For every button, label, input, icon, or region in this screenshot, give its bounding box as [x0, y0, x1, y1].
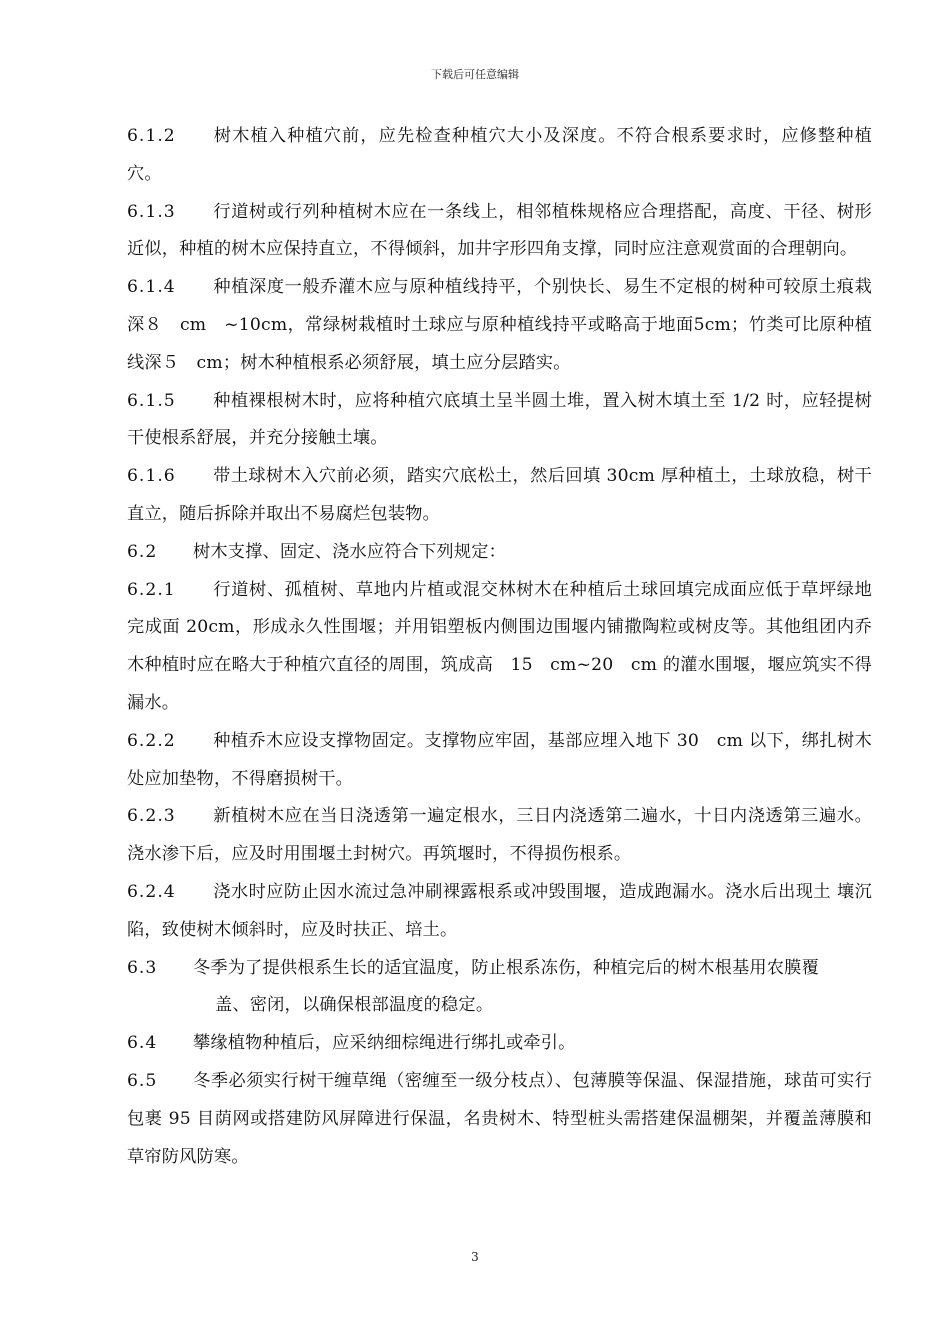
paragraph-text-continued: 盖、密闭，以确保根部温度的稳定。 [215, 995, 494, 1016]
paragraph-6-1-2 [127, 118, 872, 194]
section-number: 6.2.2 [127, 730, 176, 751]
paragraph-text: 种植乔木应设支撑物固定。支撑物应牢固，基部应埋入地下 30 cm 以下，绑扎树木处应加垫物，不得磨损树干。 [127, 730, 872, 789]
paragraph-text: 冬季为了提供根系生长的适宜温度，防止根系冻伤，种植完后的树木根基用农膜覆 [193, 957, 819, 978]
paragraph-text: 种植裸根树木时，应将种植穴底填土呈半圆土堆，置入树木填土至 1/2 时，应轻提树干使根系舒展，并充分接触土壤。 [127, 390, 872, 449]
section-number: 6.2.4 [127, 881, 176, 902]
section-number: 6.1.3 [127, 201, 176, 222]
paragraph-text: 浇水时应防止因水流过急冲刷裸露根系或冲毁围堰，造成跑漏水。浇水后出现土 壤沉陷，致使树木倾斜时，应及时扶正、培土。 [127, 881, 872, 940]
section-number: 6.4 [127, 1033, 158, 1054]
paragraph-text: 带土球树木入穴前必须，踏实穴底松土，然后回填 30cm 厚种植土，土球放稳，树干直立，随后拆除并取出不易腐烂包装物。 [127, 466, 872, 524]
document-body [127, 118, 872, 1176]
section-number: 6.2.1 [127, 579, 176, 600]
paragraph-6-1-6 [127, 458, 872, 534]
paragraph-6-2-2 [127, 723, 872, 799]
page-header: 下载后可任意编辑 [431, 68, 519, 81]
section-number: 6.1.5 [127, 390, 176, 411]
section-number: 6.1.6 [127, 466, 176, 487]
paragraph-6-1-3 [127, 194, 872, 270]
paragraph-text: 行道树、孤植树、草地内片植或混交林树木在种植后土球回填完成面应低于草坪绿地完成面 20cm，形成永久性围堰；并用铝塑板内侧围边围堰内铺撒陶粒或树皮等。其他组团内乔木种植时应在略大于种植穴直径的周围，筑成高 15 cm~20 cm 的灌水围堰，堰应筑实不得漏水。 [127, 579, 872, 713]
section-number: 6.1.4 [127, 277, 176, 298]
section-number: 6.1.2 [127, 126, 176, 146]
paragraph-text: 树木支撑、固定、浇水应符合下列规定： [193, 541, 506, 562]
paragraph-6-2-4 [127, 874, 872, 950]
paragraph-6-5 [127, 1063, 872, 1176]
paragraph-6-2-3 [127, 798, 872, 874]
paragraph-text: 种植深度一般乔灌木应与原种植线持平，个别快长、易生不定根的树种可较原土痕栽深８ cm ~10cm，常绿树栽植时土球应与原种植线持平或略高于地面5cm；竹类可比原种植线深５ cm；树木种植根系必须舒展，填土应分层踏实。 [127, 277, 872, 373]
section-number: 6.2 [127, 541, 158, 562]
section-number: 6.5 [127, 1070, 158, 1091]
paragraph-6-4 [127, 1025, 872, 1063]
paragraph-text: 新植树木应在当日浇透第一遍定根水，三日内浇透第二遍水，十日内浇透第三遍水。浇水渗下后，应及时用围堰土封树穴。再筑堰时，不得损伤根系。 [127, 806, 872, 865]
paragraph-text: 冬季必须实行树干缠草绳（密缠至一级分枝点）、包薄膜等保温、保湿措施，球苗可实行包裹 95 目荫网或搭建防风屏障进行保温，名贵树木、特型桩头需搭建保温棚架，并覆盖薄膜和草帘防风防寒。 [127, 1070, 872, 1167]
paragraph-6-1-5 [127, 383, 872, 459]
paragraph-6-2 [127, 534, 872, 572]
section-number: 6.3 [127, 957, 158, 978]
paragraph-text: 行道树或行列种植树木应在一条线上，相邻植株规格应合理搭配，高度、干径、树形近似，种植的树木应保持直立，不得倾斜，加井字形四角支撑，同时应注意观赏面的合理朝向。 [127, 201, 872, 260]
paragraph-text: 树木植入种植穴前，应先检查种植穴大小及深度。不符合根系要求时，应修整种植穴。 [127, 126, 872, 184]
section-number: 6.2.3 [127, 806, 176, 827]
paragraph-text: 攀缘植物种植后，应采纳细棕绳进行绑扎或牵引。 [193, 1033, 576, 1054]
paragraph-6-2-1 [127, 572, 872, 723]
page-number: 3 [471, 1250, 479, 1264]
paragraph-6-1-4 [127, 269, 872, 382]
paragraph-6-3 [127, 950, 872, 1026]
